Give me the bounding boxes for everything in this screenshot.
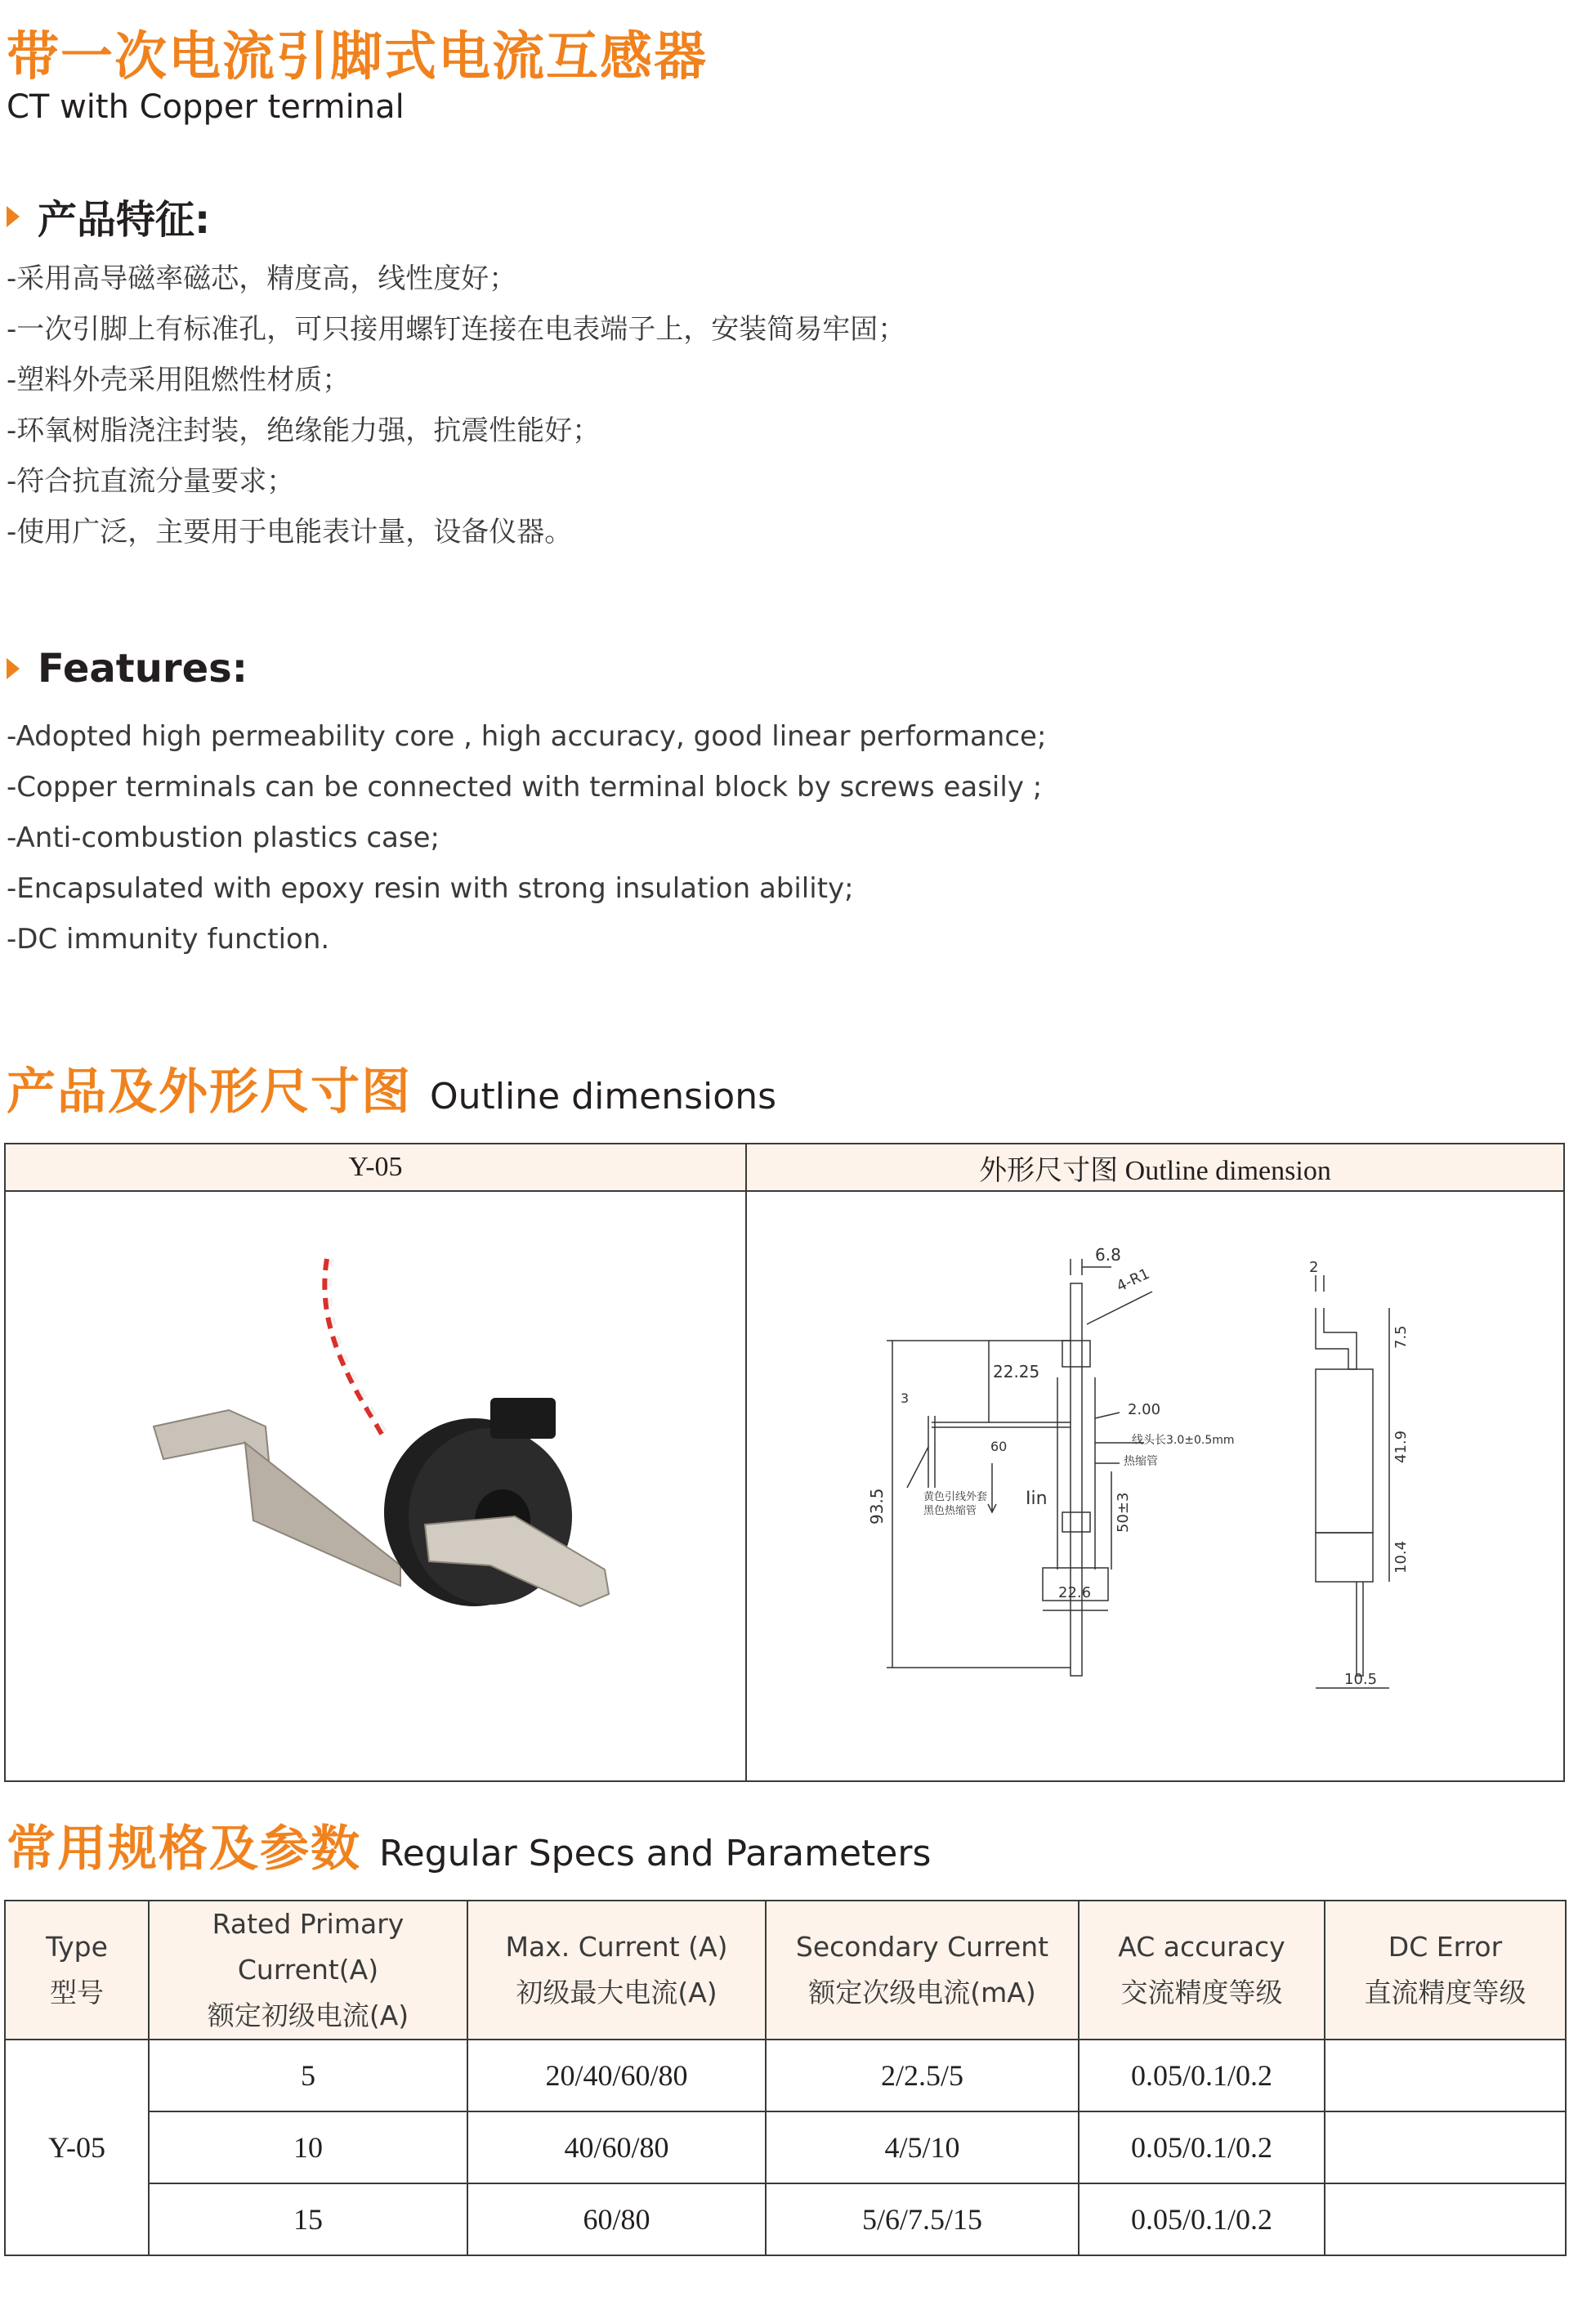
col-header-max — [467, 1901, 766, 2040]
specs-heading-cn: 常用规格及参数 — [7, 1820, 361, 1878]
dim-label: 3 — [901, 1390, 910, 1406]
list-item: -环氧树脂浇注封装，绝缘能力强，抗震性能好； — [7, 414, 601, 447]
dim-label: 热缩管 — [1124, 1455, 1158, 1468]
features-en-list — [7, 711, 1046, 965]
secondary-cell: 2/2.5/5 — [766, 2040, 1079, 2111]
secondary-cell: 4/5/10 — [766, 2111, 1079, 2183]
col-header-type — [5, 1901, 149, 2040]
list-item: -符合抗直流分量要求； — [7, 465, 295, 498]
dim-label: 2.00 — [1128, 1401, 1161, 1418]
ac-cell: 0.05/0.1/0.2 — [1079, 2040, 1325, 2111]
col-header-text: 额定次级电流(mA) — [808, 1977, 1036, 2008]
outline-divider — [745, 1143, 747, 1782]
secondary-cell: 5/6/7.5/15 — [766, 2183, 1079, 2255]
dim-label: 10.4 — [1392, 1540, 1410, 1574]
dim-label: 6.8 — [1095, 1245, 1121, 1265]
specs-heading-en: Regular Specs and Parameters — [379, 1833, 932, 1874]
col-header-rated — [149, 1901, 467, 2040]
max-cell: 40/60/80 — [467, 2111, 766, 2183]
col-header-text: Rated Primary — [212, 1908, 405, 1940]
list-item: -Encapsulated with epoxy resin with strong insulation ability; — [7, 872, 854, 905]
outline-dimension-drawing — [850, 1243, 1487, 1700]
dim-label: 线头长3.0±0.5mm — [1132, 1434, 1235, 1447]
triangle-bullet-icon — [7, 658, 20, 679]
dim-label: 50±3 — [1115, 1492, 1132, 1533]
dim-label: 22.25 — [993, 1362, 1040, 1381]
triangle-bullet-icon — [7, 206, 20, 227]
dim-label: 7.5 — [1392, 1325, 1410, 1349]
col-header-text: 直流精度等级 — [1364, 1977, 1527, 2008]
max-cell: 20/40/60/80 — [467, 2040, 766, 2111]
col-header-text: 型号 — [50, 1977, 104, 2008]
specs-table-wrapper — [4, 1900, 1567, 2256]
outline-col-header-type: Y-05 — [6, 1144, 745, 1190]
rated-cell: 15 — [149, 2183, 467, 2255]
outline-header-divider — [4, 1190, 1565, 1192]
list-item: -采用高导磁率磁芯，精度高，线性度好； — [7, 262, 517, 295]
rated-cell: 5 — [149, 2040, 467, 2111]
dc-cell — [1325, 2040, 1566, 2111]
dim-label: 2 — [1309, 1259, 1319, 1276]
col-header-text: Secondary Current — [795, 1931, 1049, 1963]
dim-label: Iin — [1026, 1489, 1048, 1509]
product-photo — [131, 1243, 621, 1668]
col-header-text: 交流精度等级 — [1120, 1977, 1283, 2008]
outline-heading — [7, 1053, 776, 1123]
col-header-secondary — [766, 1901, 1079, 2040]
table-header-row — [5, 1901, 1566, 2040]
outline-col-header-dimension: 外形尺寸图 Outline dimension — [747, 1144, 1563, 1190]
col-header-text: 初级最大电流(A) — [516, 1977, 717, 2008]
col-header-dc — [1325, 1901, 1566, 2040]
specs-heading — [7, 1810, 931, 1880]
col-header-text: DC Error — [1388, 1931, 1503, 1963]
list-item: -Copper terminals can be connected with terminal block by screws easily ; — [7, 771, 1043, 804]
specs-table — [4, 1900, 1567, 2256]
col-header-text: Type — [46, 1931, 108, 1963]
page-subtitle: CT with Copper terminal — [7, 88, 405, 126]
outline-heading-cn: 产品及外形尺寸图 — [7, 1063, 412, 1121]
ac-cell: 0.05/0.1/0.2 — [1079, 2111, 1325, 2183]
dim-label: 93.5 — [867, 1488, 887, 1525]
type-cell: Y-05 — [5, 2040, 149, 2255]
table-row — [5, 2183, 1566, 2255]
page-title: 带一次电流引脚式电流互感器 — [7, 27, 708, 87]
dc-cell — [1325, 2183, 1566, 2255]
list-item: -塑料外壳采用阻燃性材质； — [7, 364, 351, 396]
dim-label: 10.5 — [1344, 1671, 1378, 1688]
features-en-heading-row — [7, 646, 248, 692]
list-item: -使用广泛，主要用于电能表计量，设备仪器。 — [7, 516, 573, 549]
max-cell: 60/80 — [467, 2183, 766, 2255]
dim-label: 4-R1 — [1114, 1265, 1153, 1296]
dim-label: 41.9 — [1392, 1430, 1410, 1463]
rated-cell: 10 — [149, 2111, 467, 2183]
col-header-text: Max. Current (A) — [505, 1931, 728, 1963]
list-item: -一次引脚上有标准孔，可只接用螺钉连接在电表端子上，安装简易牢固； — [7, 313, 906, 346]
dim-label: 60 — [990, 1439, 1008, 1454]
dim-label: 黑色热缩管 — [923, 1505, 977, 1517]
dim-label: 22.6 — [1058, 1584, 1092, 1601]
ac-cell: 0.05/0.1/0.2 — [1079, 2183, 1325, 2255]
col-header-text: 额定初级电流(A) — [207, 1999, 409, 2031]
dc-cell — [1325, 2111, 1566, 2183]
table-row — [5, 2111, 1566, 2183]
col-header-ac — [1079, 1901, 1325, 2040]
col-header-text: AC accuracy — [1118, 1931, 1285, 1963]
features-cn-list — [7, 253, 905, 557]
list-item: -Adopted high permeability core , high accuracy, good linear performance; — [7, 720, 1047, 753]
features-en-heading: Features: — [38, 646, 248, 692]
outline-heading-en: Outline dimensions — [430, 1076, 777, 1117]
col-header-text: Current(A) — [237, 1954, 379, 1986]
list-item: -DC immunity function. — [7, 923, 330, 956]
table-row — [5, 2040, 1566, 2111]
features-cn-heading-row — [7, 188, 210, 244]
list-item: -Anti-combustion plastics case; — [7, 822, 440, 854]
dim-label: 黄色引线外套 — [923, 1491, 988, 1503]
features-cn-heading: 产品特征: — [38, 197, 211, 243]
